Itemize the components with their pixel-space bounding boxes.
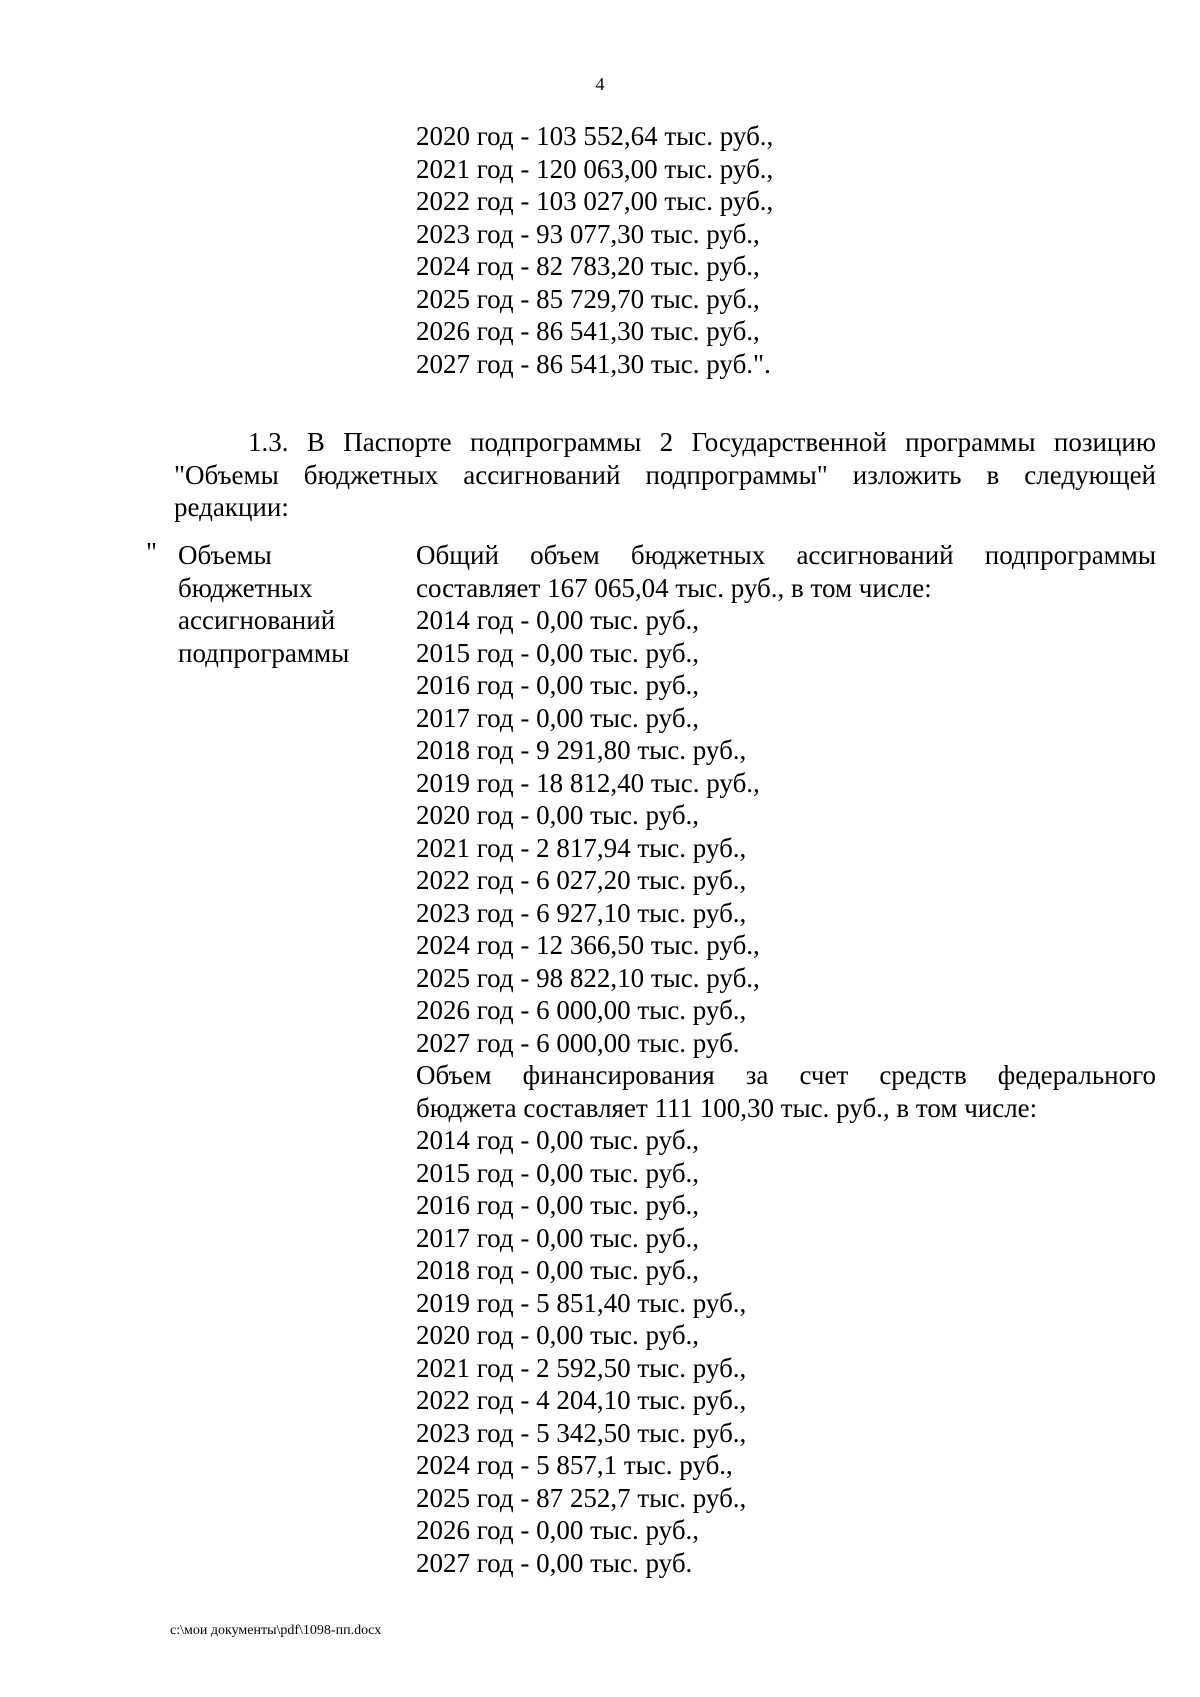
list-item: 2024 год - 82 783,20 тыс. руб.,	[416, 251, 760, 281]
list-item: 2025 год - 98 822,10 тыс. руб.,	[416, 962, 760, 993]
list-item: 2019 год - 5 851,40 тыс. руб.,	[416, 1287, 747, 1318]
paragraph-line: "Объемы бюджетных ассигнований подпрограммы" изложить в следующей	[174, 459, 1156, 490]
list-item: 2027 год - 0,00 тыс. руб.	[416, 1547, 693, 1578]
list-item: 2021 год - 2 817,94 тыс. руб.,	[416, 832, 747, 863]
list-item: 2014 год - 0,00 тыс. руб.,	[416, 1125, 700, 1155]
list-item: 2020 год - 0,00 тыс. руб.,	[416, 1320, 700, 1350]
list-item: 2025 год - 85 729,70 тыс. руб.,	[416, 283, 760, 314]
list-item: 2018 год - 0,00 тыс. руб.,	[416, 1255, 700, 1285]
list-item: 2022 год - 103 027,00 тыс. руб.,	[416, 186, 774, 216]
position-label	[178, 539, 398, 669]
list-item: 2014 год - 0,00 тыс. руб.,	[416, 605, 700, 635]
label-line: подпрограммы	[178, 637, 350, 668]
list-item: 2015 год - 0,00 тыс. руб.,	[416, 1157, 700, 1188]
list-item: 2018 год - 9 291,80 тыс. руб.,	[416, 735, 747, 765]
list-item: 2015 год - 0,00 тыс. руб.,	[416, 637, 700, 668]
list-item: 2026 год - 86 541,30 тыс. руб.,	[416, 316, 760, 346]
position-value	[416, 539, 1156, 1579]
top-year-list	[416, 120, 773, 380]
list-item: 2022 год - 4 204,10 тыс. руб.,	[416, 1385, 747, 1415]
total-intro: составляет 167 065,04 тыс. руб., в том числе:	[416, 572, 932, 603]
list-item: 2024 год - 12 366,50 тыс. руб.,	[416, 930, 760, 960]
label-line: ассигнований	[178, 605, 336, 635]
list-item: 2027 год - 86 541,30 тыс. руб.".	[416, 348, 771, 379]
list-item: 2021 год - 2 592,50 тыс. руб.,	[416, 1352, 747, 1383]
list-item: 2025 год - 87 252,7 тыс. руб.,	[416, 1482, 747, 1513]
amendment-paragraph	[174, 426, 1156, 524]
list-item: 2020 год - 0,00 тыс. руб.,	[416, 800, 700, 830]
list-item: 2017 год - 0,00 тыс. руб.,	[416, 702, 700, 733]
paragraph-line: редакции:	[174, 492, 289, 522]
list-item: 2023 год - 93 077,30 тыс. руб.,	[416, 218, 760, 249]
list-item: 2023 год - 5 342,50 тыс. руб.,	[416, 1417, 747, 1448]
list-item: 2017 год - 0,00 тыс. руб.,	[416, 1222, 700, 1253]
list-item: 2021 год - 120 063,00 тыс. руб.,	[416, 153, 774, 184]
federal-intro: Объем финансирования за счет средств федерального	[416, 1060, 1156, 1090]
list-item: 2023 год - 6 927,10 тыс. руб.,	[416, 897, 747, 928]
opening-quote: "	[146, 537, 158, 567]
federal-intro: бюджета составляет 111 100,30 тыс. руб., в том числе:	[416, 1092, 1038, 1123]
page-number: 4	[595, 74, 605, 94]
list-item: 2016 год - 0,00 тыс. руб.,	[416, 1190, 700, 1220]
label-line: Объемы	[178, 540, 272, 570]
list-item: 2022 год - 6 027,20 тыс. руб.,	[416, 865, 747, 895]
total-intro: Общий объем бюджетных ассигнований подпрограммы	[416, 540, 1156, 570]
paragraph-line: 1.3. В Паспорте подпрограммы 2 Государственной программы позицию	[248, 427, 1156, 457]
file-path-footer: c:\мои документы\pdf\1098-пп.docx	[170, 1623, 382, 1638]
list-item: 2026 год - 6 000,00 тыс. руб.,	[416, 995, 747, 1025]
list-item: 2019 год - 18 812,40 тыс. руб.,	[416, 767, 760, 798]
list-item: 2027 год - 6 000,00 тыс. руб.	[416, 1027, 740, 1058]
list-item: 2020 год - 103 552,64 тыс. руб.,	[416, 121, 774, 151]
label-line: бюджетных	[178, 572, 313, 603]
list-item: 2016 год - 0,00 тыс. руб.,	[416, 670, 700, 700]
list-item: 2024 год - 5 857,1 тыс. руб.,	[416, 1450, 733, 1480]
list-item: 2026 год - 0,00 тыс. руб.,	[416, 1515, 700, 1545]
